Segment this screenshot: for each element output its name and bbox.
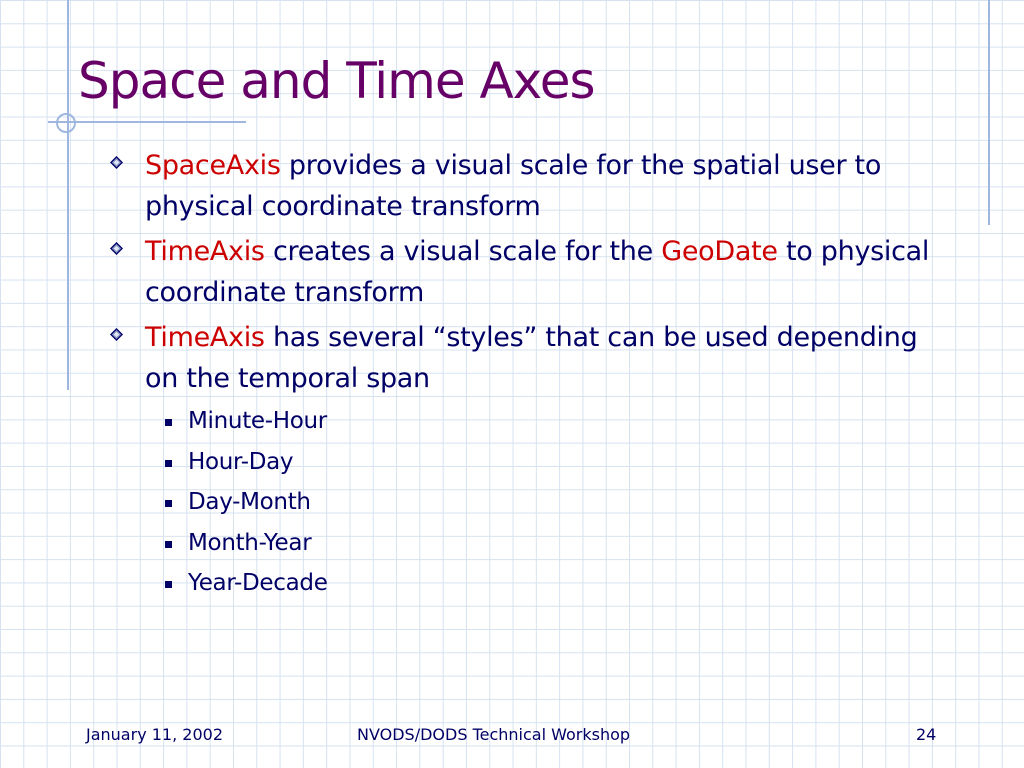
template-ring-decoration <box>56 113 76 133</box>
bullet-text: to physical coordinate transform <box>145 236 930 308</box>
bullet-text: creates a visual scale for the <box>264 236 662 267</box>
sub-item-label: Day-Month <box>188 489 311 515</box>
sub-item-day-month <box>151 482 953 523</box>
footer-page-number: 24 <box>916 725 937 744</box>
bullet-list <box>108 145 953 608</box>
diamond-bullet-icon <box>110 242 123 255</box>
template-vertical-line-right <box>988 0 990 225</box>
template-horizontal-line <box>48 121 246 123</box>
square-bullet-icon <box>165 419 172 426</box>
keyword-spaceaxis: SpaceAxis <box>145 150 281 181</box>
bullet-timeaxis-scale <box>108 231 953 313</box>
bullet-text: provides a visual scale for the spatial user to physical coordinate transform <box>145 150 882 222</box>
sub-item-label: Year-Decade <box>188 570 328 596</box>
styles-sub-list <box>151 401 953 604</box>
footer-event: NVODS/DODS Technical Workshop <box>357 725 631 744</box>
square-bullet-icon <box>165 460 172 467</box>
sub-item-year-decade <box>151 563 953 604</box>
footer-date: January 11, 2002 <box>86 725 223 744</box>
sub-item-hour-day <box>151 442 953 483</box>
square-bullet-icon <box>165 541 172 548</box>
keyword-timeaxis: TimeAxis <box>145 236 265 267</box>
bullet-timeaxis-styles <box>108 317 953 604</box>
keyword-timeaxis: TimeAxis <box>145 322 265 353</box>
sub-item-month-year <box>151 523 953 564</box>
bullet-text: has several “styles” that can be used depending on the temporal span <box>145 322 918 394</box>
square-bullet-icon <box>165 581 172 588</box>
keyword-geodate: GeoDate <box>661 236 778 267</box>
diamond-bullet-icon <box>110 328 123 341</box>
bullet-spaceaxis <box>108 145 953 227</box>
sub-item-minute-hour <box>151 401 953 442</box>
slide-title: Space and Time Axes <box>78 52 595 110</box>
diamond-bullet-icon <box>110 156 123 169</box>
template-vertical-line-left <box>67 0 69 390</box>
sub-item-label: Month-Year <box>188 529 312 556</box>
sub-item-label: Minute-Hour <box>188 408 327 434</box>
sub-item-label: Hour-Day <box>188 448 294 475</box>
square-bullet-icon <box>165 500 172 507</box>
